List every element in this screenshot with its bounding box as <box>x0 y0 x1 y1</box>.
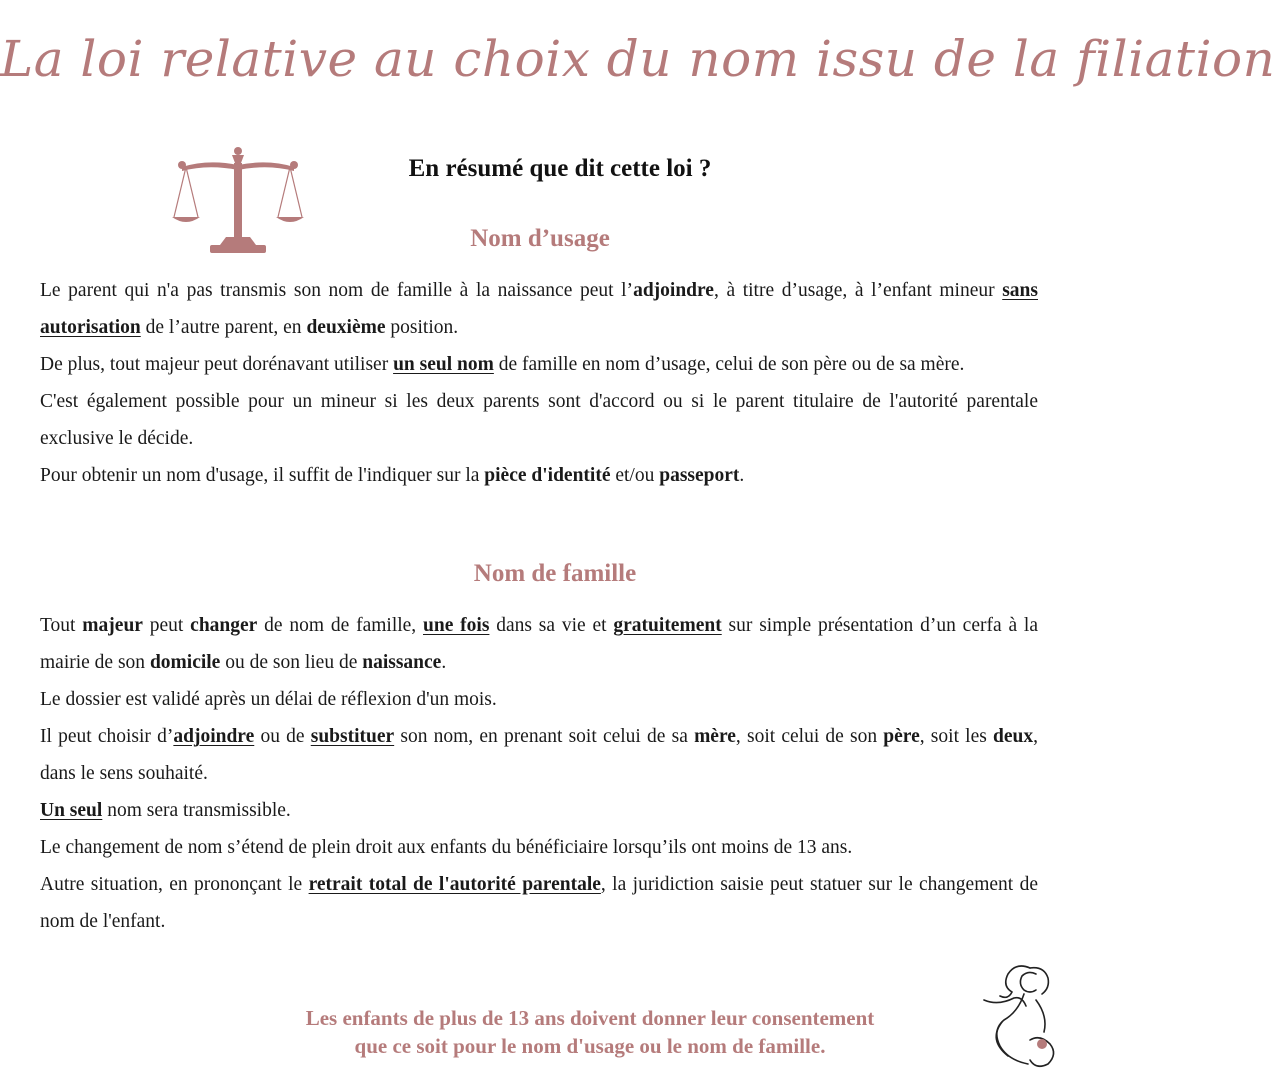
paragraph: Un seul nom sera transmissible. <box>40 800 291 821</box>
paragraph: Le changement de nom s’étend de plein droit aux enfants du bénéficiaire lorsqu’ils ont moins de 13 ans. <box>40 837 853 858</box>
section-famille-body <box>40 607 1038 940</box>
paragraph: Tout majeur peut changer de nom de famille, une fois dans sa vie et gratuitement sur simple présentation d’un cerfa à la mairie de son domicile ou de son lieu de naissance. <box>40 615 1039 673</box>
paragraph: Il peut choisir d’adjoindre ou de substituer son nom, en prenant soit celui de sa mère, soit celui de son père, soit les deux, dans le sens souhaité. <box>40 726 1038 784</box>
paragraph: C'est également possible pour un mineur si les deux parents sont d'accord ou si le parent titulaire de l'autorité parentale exclusive le décide. <box>40 391 1038 449</box>
page-title: La loi relative au choix du nom issu de la filiation <box>0 30 1275 88</box>
section-heading-famille: Nom de famille <box>473 560 637 587</box>
paragraph: De plus, tout majeur peut dorénavant utiliser un seul nom de famille en nom d’usage, celui de son père ou de sa mère. <box>40 354 965 375</box>
scales-of-justice-icon <box>168 145 308 255</box>
paragraph: Le dossier est validé après un délai de réflexion d'un mois. <box>40 689 497 710</box>
paragraph: Pour obtenir un nom d'usage, il suffit de l'indiquer sur la pièce d'identité et/ou passeport. <box>40 465 745 486</box>
summary-heading: En résumé que dit cette loi ? <box>408 155 712 182</box>
section-heading-usage: Nom d’usage <box>470 225 610 252</box>
section-usage-body <box>40 272 1038 494</box>
paragraph: Autre situation, en prononçant le retrait total de l'autorité parentale, la juridiction saisie peut statuer sur le changement de nom de l'enfant. <box>40 874 1038 932</box>
mother-child-logo <box>978 960 1068 1075</box>
paragraph: Le parent qui n'a pas transmis son nom de famille à la naissance peut l’adjoindre, à titre d’usage, à l’enfant mineur sans autorisation de l’autre parent, en deuxième position. <box>40 280 1038 338</box>
consent-note <box>220 1004 960 1060</box>
note-line: que ce soit pour le nom d'usage ou le nom de famille. <box>354 1034 826 1058</box>
note-line: Les enfants de plus de 13 ans doivent donner leur consentement <box>305 1006 875 1030</box>
